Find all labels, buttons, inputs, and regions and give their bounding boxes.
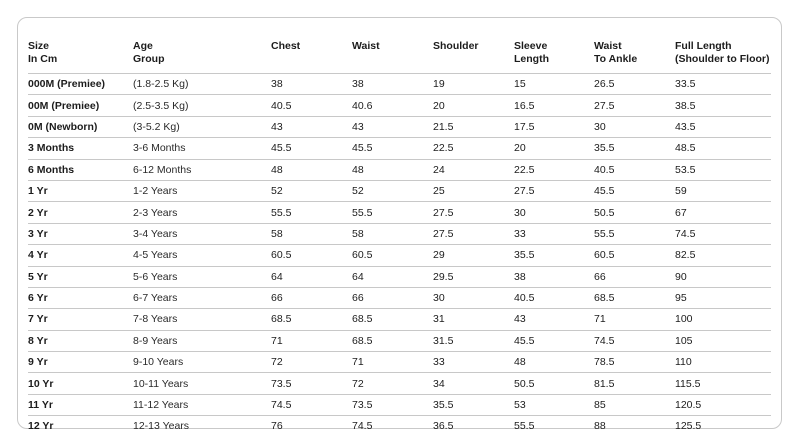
shoulder-cell: 25 <box>433 180 514 201</box>
sleeve-length-cell: 40.5 <box>514 287 594 308</box>
shoulder-cell: 29 <box>433 245 514 266</box>
table-row <box>28 287 771 308</box>
column-header-line: (Shoulder to Floor) <box>675 52 770 65</box>
size-cell: 7 Yr <box>28 309 133 330</box>
table-row <box>28 202 771 223</box>
full-length-cell: 59 <box>675 180 771 201</box>
chest-cell: 38 <box>271 74 352 95</box>
waist-to-ankle-cell: 30 <box>594 116 675 137</box>
column-header-line: Waist <box>352 40 380 52</box>
sleeve-length-cell: 22.5 <box>514 159 594 180</box>
shoulder-cell: 27.5 <box>433 202 514 223</box>
column-header-line: Age <box>133 40 153 52</box>
full-length-cell: 82.5 <box>675 245 771 266</box>
waist-cell: 74.5 <box>352 420 373 433</box>
waist-to-ankle-cell: 74.5 <box>594 330 675 351</box>
full-length-header <box>675 34 771 74</box>
chest-cell: 68.5 <box>271 309 352 330</box>
waist-to-ankle-cell: 85 <box>594 394 675 415</box>
shoulder-cell: 33 <box>433 352 514 373</box>
full-length-cell: 120.5 <box>675 394 771 415</box>
table-row <box>28 330 771 351</box>
size-cell: 5 Yr <box>28 266 133 287</box>
sleeve-length-cell: 16.5 <box>514 95 594 116</box>
age-group-cell: 10-11 Years <box>133 373 271 394</box>
shoulder-header <box>433 34 514 74</box>
sleeve-length-cell: 30 <box>514 202 594 223</box>
table-row <box>28 394 771 415</box>
size-cell: 00M (Premiee) <box>28 95 133 116</box>
waist-cell: 60.5 <box>352 245 433 266</box>
chest-cell: 48 <box>271 159 352 180</box>
waist-to-ankle-cell: 68.5 <box>594 287 675 308</box>
column-header-line: Length <box>514 52 549 65</box>
age-group-cell: 6-12 Months <box>133 159 271 180</box>
age-group-cell: 5-6 Years <box>133 266 271 287</box>
table-row <box>28 245 771 266</box>
waist-to-ankle-header <box>594 34 675 74</box>
waist-to-ankle-cell: 66 <box>594 266 675 287</box>
sleeve-length-cell: 27.5 <box>514 180 594 201</box>
waist-to-ankle-cell: 35.5 <box>594 138 675 159</box>
full-length-cell: 67 <box>675 202 771 223</box>
column-header-line: Shoulder <box>433 40 479 52</box>
waist-cell: 66 <box>352 287 433 308</box>
chest-cell: 74.5 <box>271 394 352 415</box>
waist-cell: 72 <box>352 373 433 394</box>
shoulder-cell: 35.5 <box>433 394 514 415</box>
waist-to-ankle-cell: 26.5 <box>594 74 675 95</box>
chest-cell: 71 <box>271 330 352 351</box>
column-header-line: Sleeve <box>514 40 548 52</box>
sleeve-length-cell: 17.5 <box>514 116 594 137</box>
shoulder-cell: 31 <box>433 309 514 330</box>
chest-cell: 55.5 <box>271 202 352 223</box>
full-length-cell: 90 <box>675 266 771 287</box>
chest-cell: 73.5 <box>271 373 352 394</box>
waist-to-ankle-cell: 27.5 <box>594 95 675 116</box>
column-header-line: Group <box>133 52 165 65</box>
size-cell: 6 Months <box>28 159 133 180</box>
chest-cell: 66 <box>271 287 352 308</box>
size-cell: 000M (Premiee) <box>28 74 133 95</box>
sleeve-length-header <box>514 34 594 74</box>
waist-header <box>352 34 433 74</box>
table-row <box>28 159 771 180</box>
age-group-cell: 4-5 Years <box>133 245 271 266</box>
waist-cell: 48 <box>352 159 433 180</box>
age-group-header <box>133 34 271 74</box>
full-length-cell: 100 <box>675 309 771 330</box>
size-cell: 2 Yr <box>28 202 133 223</box>
column-header-line: To Ankle <box>594 52 638 65</box>
age-group-cell: 6-7 Years <box>133 287 271 308</box>
age-group-cell: 9-10 Years <box>133 352 271 373</box>
size-cell: 11 Yr <box>28 394 133 415</box>
table-body <box>28 74 771 437</box>
shoulder-cell: 22.5 <box>433 138 514 159</box>
age-group-cell: (1.8-2.5 Kg) <box>133 74 271 95</box>
sleeve-length-cell: 20 <box>514 138 594 159</box>
size-chart-card <box>17 17 782 433</box>
shoulder-cell: 36.5 <box>433 420 454 433</box>
size-cell: 4 Yr <box>28 245 133 266</box>
sleeve-length-cell: 53 <box>514 394 594 415</box>
age-group-cell: 12-13 Years <box>133 420 190 433</box>
column-header-line: Full Length <box>675 40 732 52</box>
full-length-cell: 125.5 <box>675 420 702 433</box>
size-chart-table <box>28 34 771 437</box>
chest-cell: 60.5 <box>271 245 352 266</box>
chest-cell: 64 <box>271 266 352 287</box>
shoulder-cell: 30 <box>433 287 514 308</box>
waist-to-ankle-cell: 40.5 <box>594 159 675 180</box>
age-group-cell: (2.5-3.5 Kg) <box>133 95 271 116</box>
table-row <box>28 74 771 95</box>
sleeve-length-cell: 50.5 <box>514 373 594 394</box>
size-cell: 3 Yr <box>28 223 133 244</box>
sleeve-length-cell: 15 <box>514 74 594 95</box>
size-cell: 8 Yr <box>28 330 133 351</box>
column-header-line: Chest <box>271 40 301 52</box>
column-header-line: Waist <box>594 40 622 52</box>
shoulder-cell: 29.5 <box>433 266 514 287</box>
size-header <box>28 34 133 74</box>
sleeve-length-cell: 33 <box>514 223 594 244</box>
sleeve-length-cell: 35.5 <box>514 245 594 266</box>
waist-to-ankle-cell: 71 <box>594 309 675 330</box>
full-length-cell: 115.5 <box>675 373 771 394</box>
waist-cell: 45.5 <box>352 138 433 159</box>
full-length-cell: 33.5 <box>675 74 771 95</box>
sleeve-length-cell: 45.5 <box>514 330 594 351</box>
age-group-cell: (3-5.2 Kg) <box>133 116 271 137</box>
waist-to-ankle-cell: 45.5 <box>594 180 675 201</box>
waist-to-ankle-cell: 88 <box>594 420 606 433</box>
size-cell: 6 Yr <box>28 287 133 308</box>
size-cell: 12 Yr <box>28 420 54 433</box>
age-group-cell: 2-3 Years <box>133 202 271 223</box>
full-length-cell: 95 <box>675 287 771 308</box>
table-row <box>28 266 771 287</box>
chest-cell: 52 <box>271 180 352 201</box>
chest-cell: 40.5 <box>271 95 352 116</box>
size-cell: 10 Yr <box>28 373 133 394</box>
shoulder-cell: 20 <box>433 95 514 116</box>
waist-cell: 71 <box>352 352 433 373</box>
sleeve-length-cell: 38 <box>514 266 594 287</box>
waist-cell: 55.5 <box>352 202 433 223</box>
full-length-cell: 105 <box>675 330 771 351</box>
waist-cell: 43 <box>352 116 433 137</box>
chest-cell: 45.5 <box>271 138 352 159</box>
waist-to-ankle-cell: 78.5 <box>594 352 675 373</box>
shoulder-cell: 24 <box>433 159 514 180</box>
sleeve-length-cell: 43 <box>514 309 594 330</box>
age-group-cell: 11-12 Years <box>133 394 271 415</box>
column-header-line: Size <box>28 40 50 52</box>
table-row <box>28 223 771 244</box>
table-row <box>28 352 771 373</box>
size-cell: 1 Yr <box>28 180 133 201</box>
waist-cell: 40.6 <box>352 95 433 116</box>
table-row <box>28 416 771 437</box>
shoulder-cell: 34 <box>433 373 514 394</box>
waist-to-ankle-cell: 60.5 <box>594 245 675 266</box>
waist-cell: 58 <box>352 223 433 244</box>
table-row <box>28 116 771 137</box>
table-row <box>28 309 771 330</box>
waist-cell: 68.5 <box>352 330 433 351</box>
chest-cell: 58 <box>271 223 352 244</box>
shoulder-cell: 19 <box>433 74 514 95</box>
size-cell: 9 Yr <box>28 352 133 373</box>
table-row <box>28 95 771 116</box>
full-length-cell: 48.5 <box>675 138 771 159</box>
chest-cell: 72 <box>271 352 352 373</box>
age-group-cell: 8-9 Years <box>133 330 271 351</box>
chest-cell: 43 <box>271 116 352 137</box>
waist-to-ankle-cell: 81.5 <box>594 373 675 394</box>
table-header-row <box>28 34 771 74</box>
shoulder-cell: 27.5 <box>433 223 514 244</box>
column-header-line: In Cm <box>28 52 58 65</box>
sleeve-length-cell: 48 <box>514 352 594 373</box>
chest-header <box>271 34 352 74</box>
chest-cell: 76 <box>271 420 283 433</box>
size-cell: 0M (Newborn) <box>28 116 133 137</box>
age-group-cell: 3-4 Years <box>133 223 271 244</box>
table-row <box>28 138 771 159</box>
size-cell: 3 Months <box>28 138 133 159</box>
full-length-cell: 43.5 <box>675 116 771 137</box>
age-group-cell: 1-2 Years <box>133 180 271 201</box>
sleeve-length-cell: 55.5 <box>514 420 535 433</box>
age-group-cell: 3-6 Months <box>133 138 271 159</box>
waist-to-ankle-cell: 55.5 <box>594 223 675 244</box>
full-length-cell: 53.5 <box>675 159 771 180</box>
waist-cell: 38 <box>352 74 433 95</box>
shoulder-cell: 31.5 <box>433 330 514 351</box>
waist-cell: 68.5 <box>352 309 433 330</box>
table-row <box>28 180 771 201</box>
full-length-cell: 110 <box>675 352 771 373</box>
waist-cell: 73.5 <box>352 394 433 415</box>
table-row <box>28 373 771 394</box>
waist-cell: 64 <box>352 266 433 287</box>
shoulder-cell: 21.5 <box>433 116 514 137</box>
full-length-cell: 74.5 <box>675 223 771 244</box>
waist-to-ankle-cell: 50.5 <box>594 202 675 223</box>
age-group-cell: 7-8 Years <box>133 309 271 330</box>
waist-cell: 52 <box>352 180 433 201</box>
full-length-cell: 38.5 <box>675 95 771 116</box>
